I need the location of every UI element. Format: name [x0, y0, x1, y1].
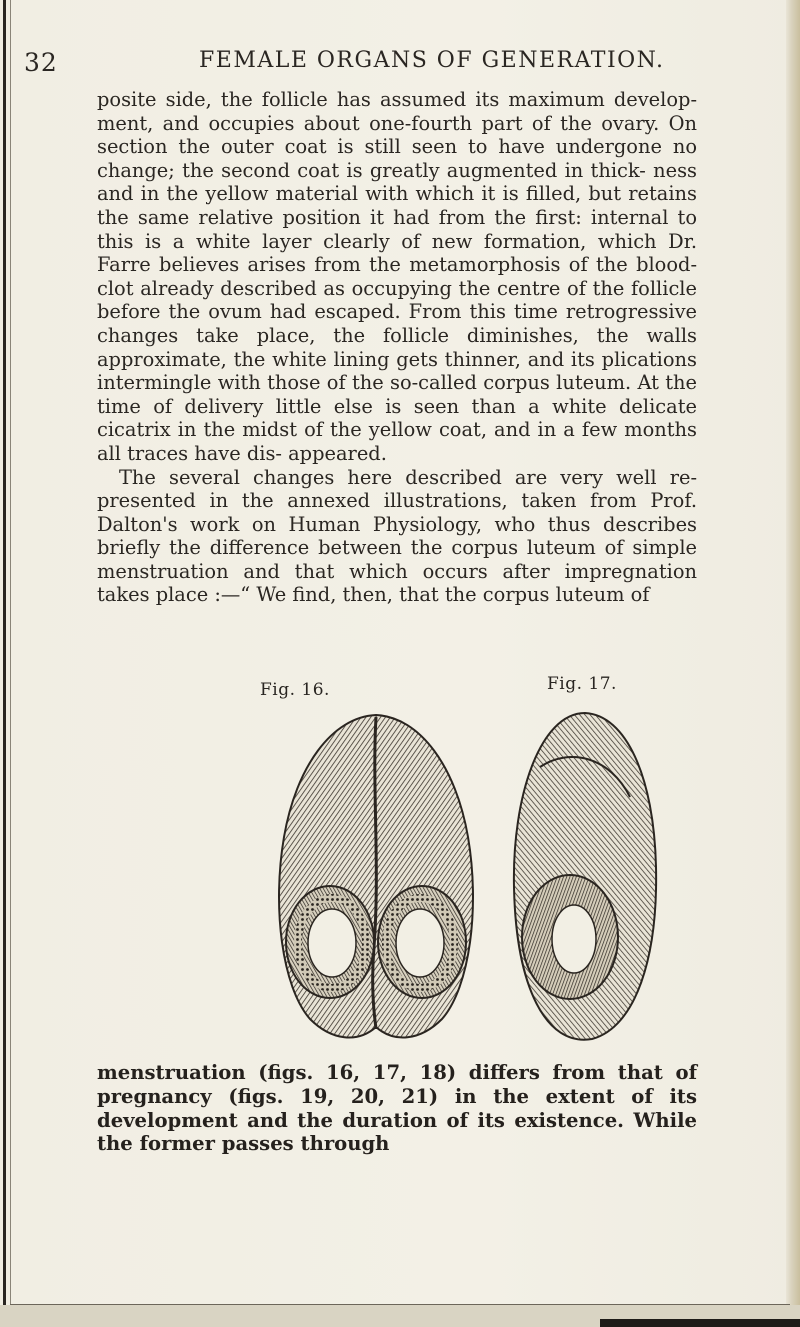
left-margin-thin-rule: [10, 0, 11, 1327]
paragraph-2: The several changes here described are very well re- presented in the annexed illustrations, taken from Prof. Dalton's work on Human Physiology, who thus describes briefly the difference between the corpus luteum of simple menstruation and that which occurs after impregnation takes place :—“ We find, then, that the corpus luteum of: [97, 465, 697, 607]
fig-16-illustration: [270, 707, 482, 1047]
left-margin-rule: [3, 0, 6, 1327]
page-right-edge: [786, 0, 800, 1327]
fig-16-cavity-left: [308, 909, 356, 977]
fig-17-illustration: [510, 707, 660, 1047]
page-bottom-bar: [600, 1319, 800, 1327]
paragraph-1: posite side, the follicle has assumed its maximum develop- ment, and occupies about one-fourth part of the ovary. On section the outer coat is still seen to have undergone no change; the second coat is greatly augmented in thick- ness and in the yellow material with which it is filled, but retains the same relative position it had from the first: internal to this is a white layer clearly of new formation, which Dr. Farre believes arises from the metamorphosis of the blood-clot already described as occupying the centre of the follicle before the ovum had escaped. From this time retrogressive changes take place, the follicle diminishes, the walls approximate, the white lining gets thinner, and its plications intermingle with those of the so-called corpus luteum. At the time of delivery little else is seen than a white delicate cicatrix in the midst of the yellow coat, and in a few months all traces have dis- appeared.: [97, 88, 697, 465]
fig-17-cavity: [552, 905, 596, 973]
fig-17-caption: Fig. 17.: [547, 674, 617, 694]
body-text-top: [97, 88, 697, 607]
body-text-bottom: [97, 1061, 697, 1156]
fig-16-caption: Fig. 16.: [260, 680, 330, 700]
paragraph-3: menstruation (figs. 16, 17, 18) differs from that of pregnancy (figs. 19, 20, 21) in the extent of its development and the duration of its existence. While the former passes through: [97, 1061, 697, 1156]
running-header: [24, 48, 784, 78]
fig-16-cavity-right: [396, 909, 444, 977]
page-number: 32: [24, 48, 58, 77]
running-title: FEMALE ORGANS OF GENERATION.: [199, 48, 665, 73]
